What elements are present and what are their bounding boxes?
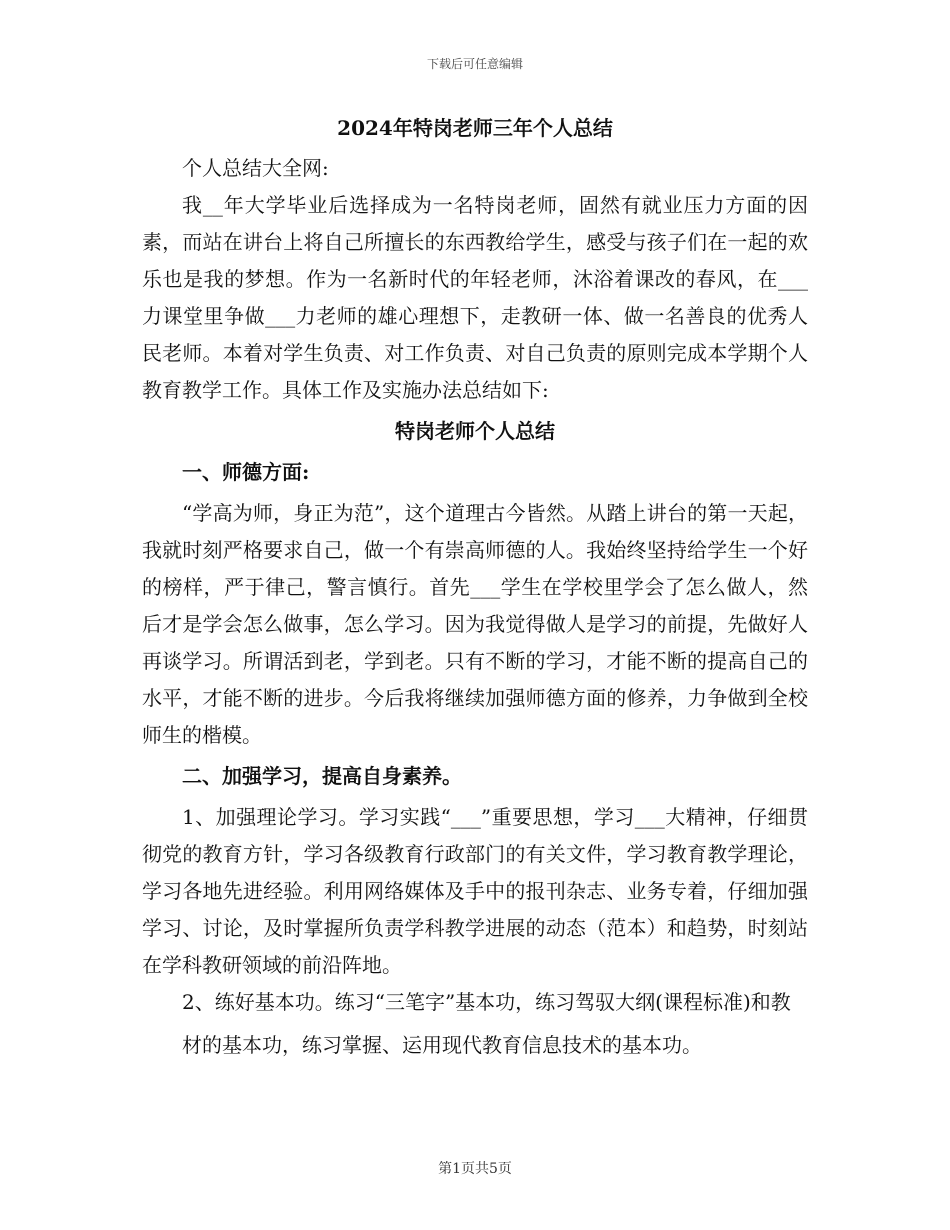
- section2-item1: 1、加强理论学习。学习实践“___”重要思想，学习___大精神，仔细贯彻党的教育方针，学习各级教育行政部门的有关文件，学习教育教学理论，学习各地先进经验。利用网络媒体及手中的报刊杂志、业务专着，仔细加强学习、讨论，及时掌握所负责学科教学进展的动态（范本）和趋势，时刻站在学科教研领域的前沿阵地。: [142, 805, 808, 977]
- section1-paragraph: “学高为师，身正为范”，这个道理古今皆然。从踏上讲台的第一天起，我就时刻严格要求自己，做一个有崇高师德的人。我始终坚持给学生一个好的榜样，严于律己，警言慎行。首先___学生在学校里学会了怎么做人，然后才是学会怎么做事，怎么学习。因为我觉得做人是学习的前提，先做好人再谈学习。所谓活到老，学到老。只有不断的学习，才能不断的提高自己的水平，才能不断的进步。今后我将继续加强师德方面的修养，力争做到全校师生的楷模。: [142, 501, 808, 747]
- intro-paragraph: 我__年大学毕业后选择成为一名特岗老师，固然有就业压力方面的因素，而站在讲台上将自己所擅长的东西教给学生，感受与孩子们在一起的欢乐也是我的梦想。作为一名新时代的年轻老师，沐浴着课改的春风，在___力课堂里争做___力老师的雄心理想下，走教研一体、做一名善良的优秀人民老师。本着对学生负责、对工作负责、对自己负责的原则完成本学期个人教育教学工作。具体工作及实施办法总结如下:: [142, 193, 808, 402]
- section2-heading: 二、加强学习，提高自身素养。: [182, 764, 462, 788]
- section2-item2: 2、练好基本功。练习“三笔字”基本功，练习驾驭大纲(课程标准)和教: [182, 990, 791, 1014]
- section2-item2-continued: 材的基本功，练习掌握、运用现代教育信息技术的基本功。: [182, 1033, 702, 1057]
- intro-label: 个人总结大全网:: [182, 156, 329, 180]
- document-title: 2024年特岗老师三年个人总结: [337, 116, 613, 140]
- page-footer-info: 第1页共5页: [438, 1161, 512, 1177]
- section1-heading: 一、师德方面:: [182, 460, 310, 484]
- document-body: [142, 110, 808, 1064]
- document-subtitle: 特岗老师个人总结: [395, 419, 555, 443]
- page-header-note: 下载后可任意编辑: [426, 57, 523, 71]
